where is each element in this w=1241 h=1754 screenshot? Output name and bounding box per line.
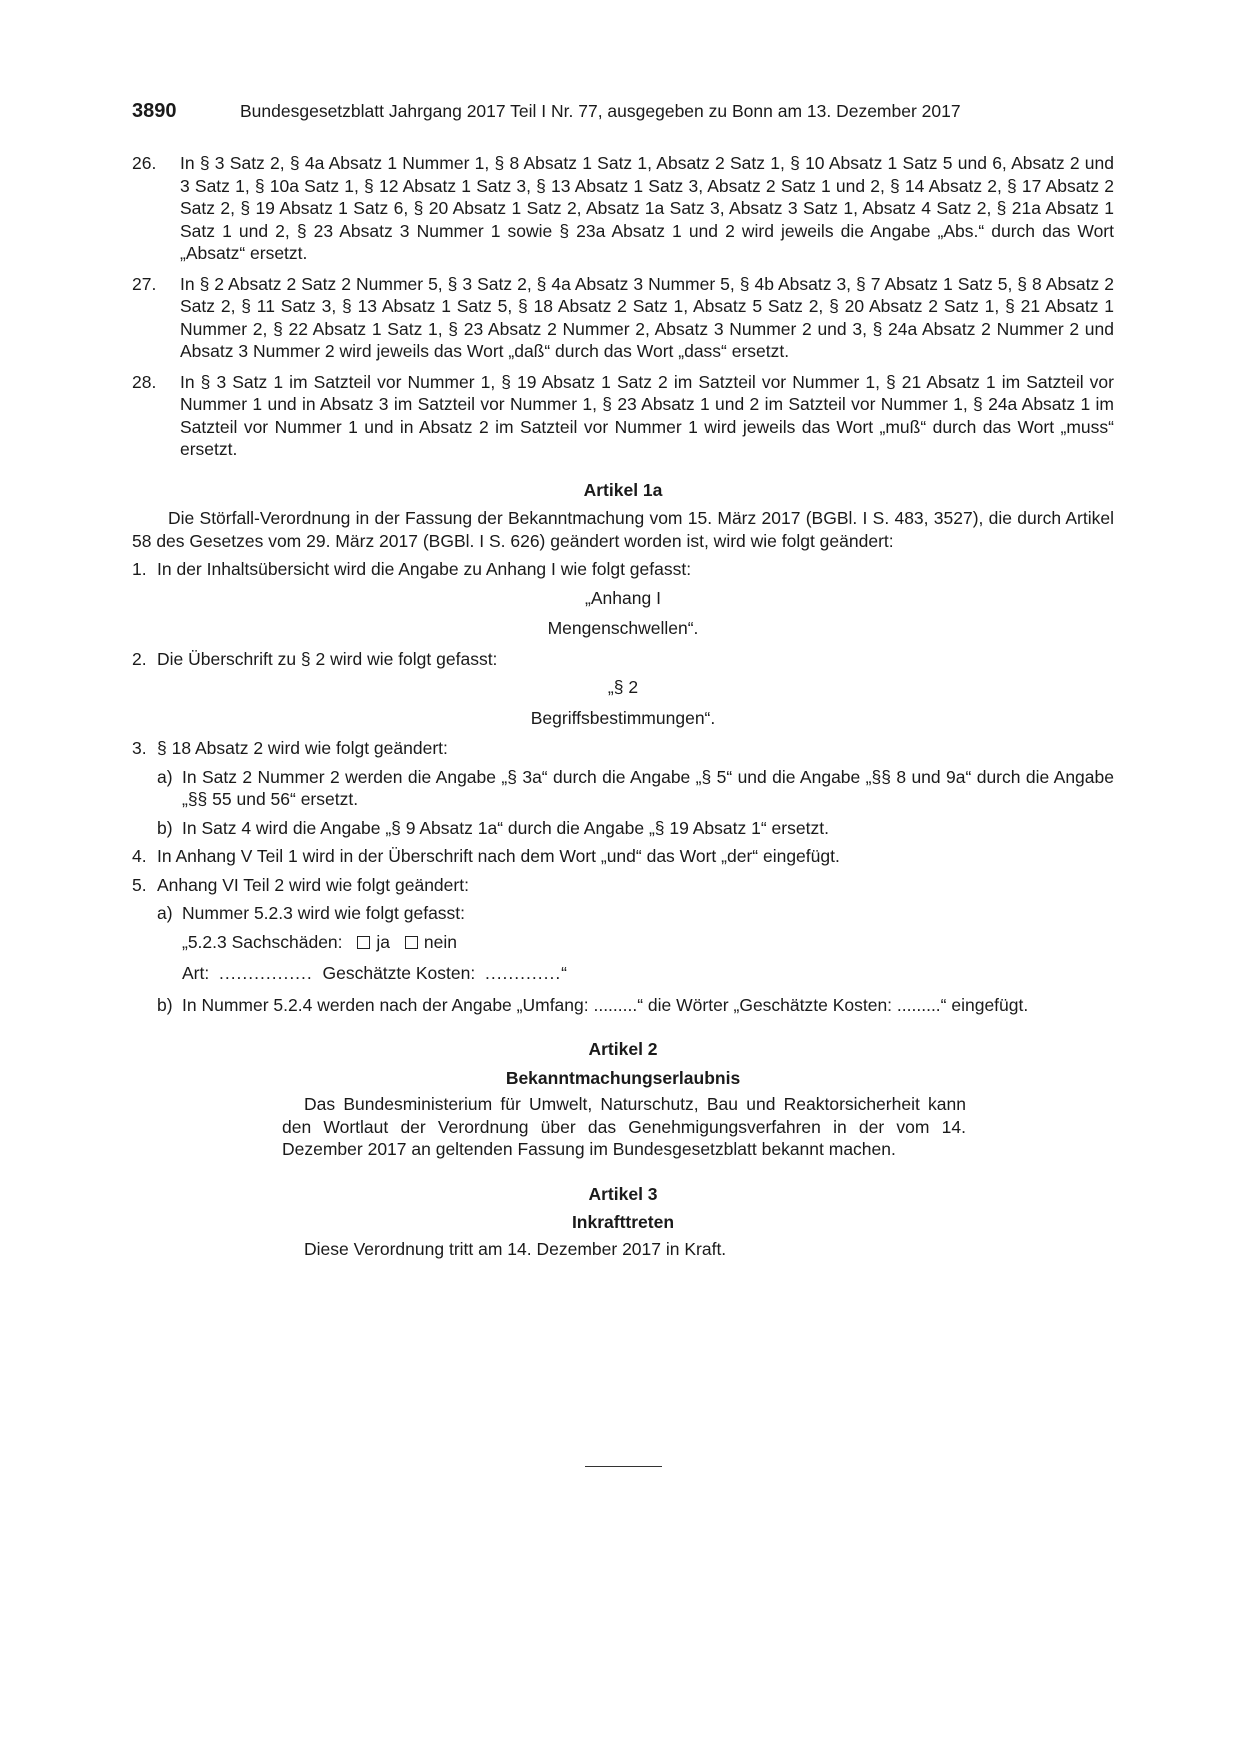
quoted-text: Mengenschwellen“.	[547, 618, 699, 638]
checkbox-icon	[357, 936, 370, 949]
kosten-dots: .............“	[484, 963, 569, 983]
artikel-3-subtitle: Inkrafttreten	[571, 1212, 675, 1232]
sub-item-text: Nummer 5.2.3 wird wie folgt gefasst:	[182, 903, 466, 923]
artikel-2-body	[282, 1093, 966, 1161]
checkbox-icon	[405, 936, 418, 949]
item-number: 1.	[132, 559, 147, 579]
art-label: Art:	[182, 963, 210, 983]
list-item	[132, 152, 1114, 265]
sub-item	[157, 994, 1114, 1017]
sub-item-text: In Nummer 5.2.4 werden nach der Angabe „Umfang: .........“ die Wörter „Geschätzte Kosten: .........“ eingefügt.	[182, 994, 1029, 1015]
form-line-art	[182, 962, 1114, 985]
quoted-text: „Anhang I	[585, 587, 661, 608]
option-ja: ja	[376, 931, 391, 952]
art-dots: ................	[218, 963, 313, 983]
item-number: 3.	[132, 738, 147, 758]
list-item	[132, 371, 1114, 461]
list-item	[132, 648, 1114, 671]
item-number: 2.	[132, 648, 147, 669]
item-number: 4.	[132, 846, 147, 866]
sub-item-letter: b)	[157, 994, 173, 1015]
list-item	[132, 874, 1114, 897]
artikel-2-heading: Artikel 2	[588, 1039, 658, 1059]
list-item	[132, 845, 1114, 868]
end-rule-divider	[585, 1466, 662, 1467]
artikel-2-text: Das Bundesministerium für Umwelt, Naturschutz, Bau und Reaktorsicherheit kann den Wortlaut der Verordnung über das Genehmigungsverfahren in der vom 14. Dezember 2017 an geltenden Fassung im Bundesgesetzblatt bekannt machen.	[282, 1094, 966, 1159]
sub-item-letter: b)	[157, 817, 173, 838]
item-number: 5.	[132, 874, 147, 895]
item-text: Die Überschrift zu § 2 wird wie folgt gefasst:	[157, 648, 498, 669]
item-text: In § 3 Satz 2, § 4a Absatz 1 Nummer 1, § 8 Absatz 1 Satz 1, Absatz 2 Satz 1, § 10 Absatz 1 Satz 5 und 6, Absatz 2 und 3 Satz 1, § 10a Satz 1, § 12 Absatz 1 Satz 3, § 13 Absatz 1 Satz 3, Absatz 2 Satz 1 und 2, § 14 Absatz 2, § 17 Absatz 2 Satz 2, § 19 Absatz 1 Satz 6, § 20 Absatz 1 Satz 2, Absatz 1a Satz 3, Absatz 3 Satz 1, Absatz 4 Satz 2, § 21a Absatz 1 Satz 1 und 2, § 23 Absatz 3 Nummer 1 sowie § 23a Absatz 1 und 2 wird jeweils die Angabe „Abs.“ durch das Wort „Absatz“ ersetzt.	[180, 153, 1114, 263]
page-number: 3890	[132, 100, 177, 122]
list-item	[132, 558, 1114, 581]
item-number: 26.	[132, 153, 157, 173]
sachschaeden-label: „5.2.3 Sachschäden:	[182, 931, 343, 952]
artikel-3-text: Diese Verordnung tritt am 14. Dezember 2017 in Kraft.	[304, 1238, 727, 1259]
item-number: 28.	[132, 371, 157, 392]
page-header	[132, 100, 1114, 124]
option-nein: nein	[423, 931, 457, 952]
publication-title: Bundesgesetzblatt Jahrgang 2017 Teil I Nr. 77, ausgegeben zu Bonn am 13. Dezember 2017	[240, 101, 961, 121]
item-text: In § 2 Absatz 2 Satz 2 Nummer 5, § 3 Satz 2, § 4a Absatz 3 Nummer 5, § 4b Absatz 3, § 7 Absatz 1 Satz 5, § 8 Absatz 2 Satz 2, § 11 Satz 3, § 13 Absatz 1 Satz 5, § 18 Absatz 2 Satz 1, Absatz 5 Satz 2, § 20 Absatz 2 Satz 1, § 21 Absatz 1 Nummer 2, § 22 Absatz 1 Satz 1, § 23 Absatz 2 Nummer 2, Absatz 3 Nummer 2 und 3, § 24a Absatz 2 Nummer 2 und Absatz 3 Nummer 2 wird jeweils das Wort „daß“ durch das Wort „dass“ ersetzt.	[180, 273, 1114, 361]
item-text: In § 3 Satz 1 im Satzteil vor Nummer 1, § 19 Absatz 1 Satz 2 im Satzteil vor Nummer 1, § 21 Absatz 1 im Satzteil vor Nummer 1 und in Absatz 3 im Satzteil vor Nummer 1, § 23 Absatz 1 und 2 im Satzteil vor Nummer 1, § 24a Absatz 1 im Satzteil vor Nummer 1 und in Absatz 2 im Satzteil vor Nummer 1 wird jeweils das Wort „muß“ durch das Wort „muss“ ersetzt.	[180, 371, 1114, 459]
sub-item-text: In Satz 4 wird die Angabe „§ 9 Absatz 1a“ durch die Angabe „§ 19 Absatz 1“ ersetzt.	[182, 817, 829, 838]
artikel-1a-heading: Artikel 1a	[583, 479, 663, 500]
form-line-sachschaeden	[182, 931, 1114, 954]
item-text: In Anhang V Teil 1 wird in der Überschrift nach dem Wort „und“ das Wort „der“ eingefügt.	[157, 846, 840, 866]
sub-item-letter: a)	[157, 903, 173, 923]
sub-item-letter: a)	[157, 766, 173, 787]
artikel-3-heading: Artikel 3	[588, 1183, 658, 1204]
sub-item-text: In Satz 2 Nummer 2 werden die Angabe „§ 3a“ durch die Angabe „§ 5“ und die Angabe „§§ 8 und 9a“ durch die Angabe „§§ 55 und 56“ ersetzt.	[182, 766, 1114, 809]
kosten-label: Geschätzte Kosten:	[322, 963, 476, 983]
item-text: § 18 Absatz 2 wird wie folgt geändert:	[157, 738, 448, 758]
document-page	[132, 100, 1114, 1260]
item-number: 27.	[132, 273, 157, 294]
artikel-1a-intro: Die Störfall-Verordnung in der Fassung der Bekanntmachung vom 15. März 2017 (BGBl. I S. 483, 3527), die durch Artikel 58 des Gesetzes vom 29. März 2017 (BGBl. I S. 626) geändert worden ist, wird wie folgt geändert:	[132, 508, 1114, 551]
list-item	[132, 737, 1114, 760]
item-text: Anhang VI Teil 2 wird wie folgt geändert:	[157, 874, 469, 895]
artikel-3-body	[282, 1238, 966, 1261]
quoted-text: Begriffsbestimmungen“.	[530, 707, 716, 728]
artikel-2-subtitle: Bekanntmachungserlaubnis	[505, 1067, 741, 1088]
quoted-text: „§ 2	[607, 677, 639, 697]
item-text: In der Inhaltsübersicht wird die Angabe zu Anhang I wie folgt gefasst:	[157, 559, 692, 579]
list-item	[132, 273, 1114, 363]
sub-item	[157, 902, 1114, 925]
sub-item	[157, 766, 1114, 811]
sub-item	[157, 817, 1114, 840]
